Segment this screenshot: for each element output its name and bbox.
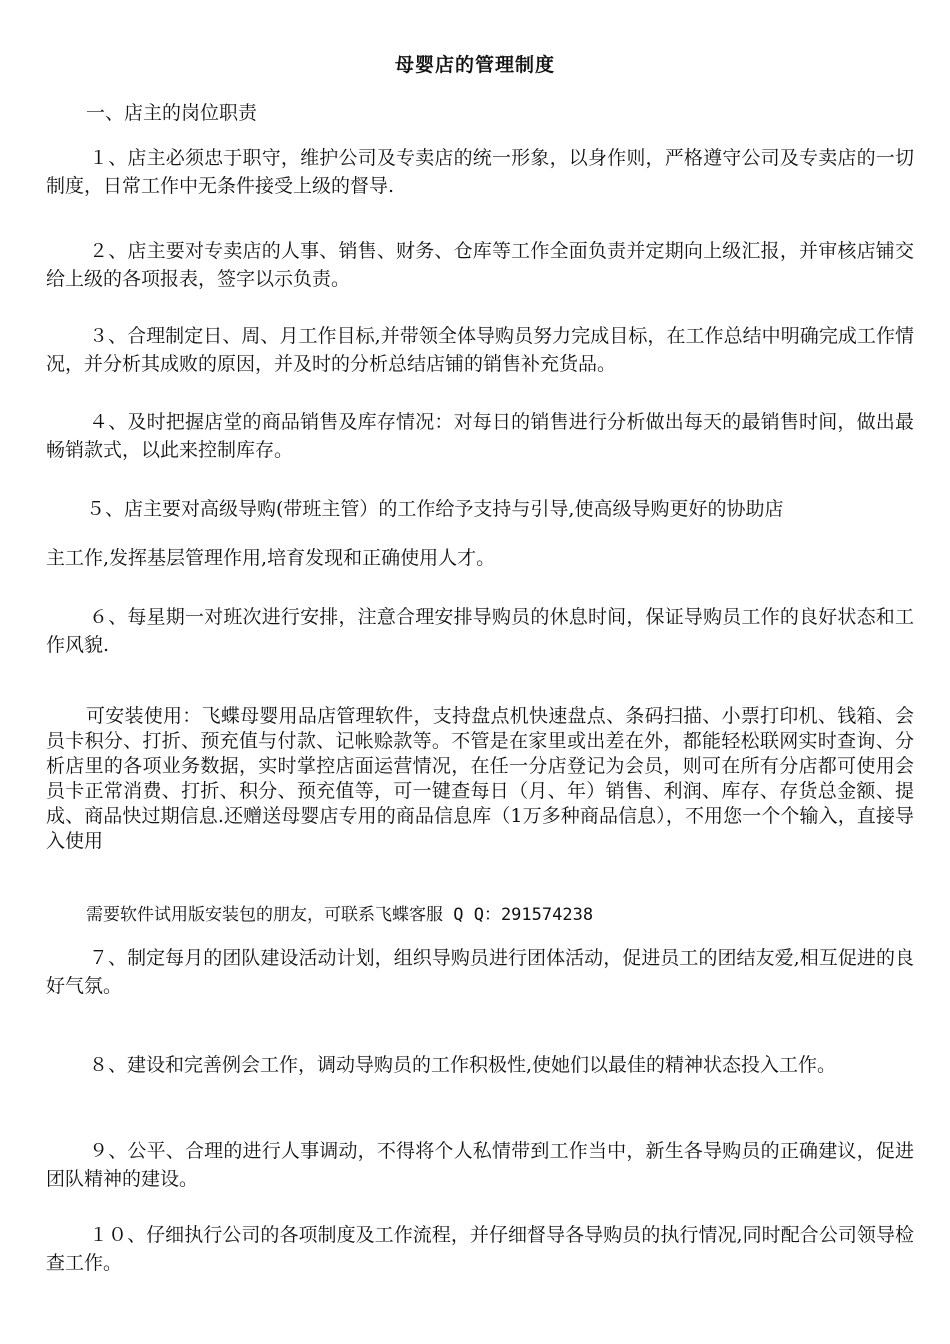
paragraph-10: １０、仔细执行公司的各项制度及工作流程，并仔细督导各导购员的执行情况,同时配合公司领导检查工作。 [46,1224,914,1274]
section-heading: 一、店主的岗位职责 [86,102,258,124]
paragraph-3: ３、合理制定日、周、月工作目标,并带领全体导购员努力完成目标，在工作总结中明确完成工作情况，并分析其成败的原因，并及时的分析总结店铺的销售补充货品。 [46,325,914,375]
paragraph-5-line-1: ５、店主要对高级导购(带班主管）的工作给予支持与引导,使高级导购更好的协助店 [86,498,784,520]
paragraph-9: ９、公平、合理的进行人事调动，不得将个人私情带到工作当中，新生各导购员的正确建议，促进团队精神的建设。 [46,1140,914,1190]
paragraph-1: １、店主必须忠于职守，维护公司及专卖店的统一形象，以身作则，严格遵守公司及专卖店的一切制度，日常工作中无条件接受上级的督导. [46,147,914,197]
paragraph-5-line-2: 主工作,发挥基层管理作用,培育发现和正确使用人才。 [46,547,496,569]
software-promo-paragraph: 可安装使用：飞蝶母婴用品店管理软件，支持盘点机快速盘点、条码扫描、小票打印机、钱箱、会员卡积分、打折、预充值与付款、记帐赊款等。不管是在家里或出差在外，都能轻松联网实时查询、分析店里的各项业务数据，实时掌控店面运营情况，在任一分店登记为会员，则可在所有分店都可使用会员卡正常消费、打折、积分、预充值等，可一键查每日（月、年）销售、利润、库存、存货总金额、提成、商品快过期信息.还赠送母婴店专用的商品信息库（1万多种商品信息），不用您一个个输入，直接导入使用 [46,705,914,852]
document-title: 母婴店的管理制度 [394,54,555,76]
paragraph-8: ８、建设和完善例会工作，调动导购员的工作积极性,使她们以最佳的精神状态投入工作。 [89,1054,837,1076]
contact-line: 需要软件试用版安装包的朋友，可联系飞蝶客服 Q Q：291574238 [86,905,594,925]
paragraph-2: ２、店主要对专卖店的人事、销售、财务、仓库等工作全面负责并定期向上级汇报，并审核店铺交给上级的各项报表，签字以示负责。 [46,240,914,290]
paragraph-6: ６、每星期一对班次进行安排，注意合理安排导购员的休息时间，保证导购员工作的良好状态和工作风貌. [46,606,914,656]
paragraph-7: ７、制定每月的团队建设活动计划，组织导购员进行团体活动，促进员工的团结友爱,相互促进的良好气氛。 [46,947,914,997]
paragraph-4: ４、及时把握店堂的商品销售及库存情况：对每日的销售进行分析做出每天的最销售时间，做出最畅销款式，以此来控制库存。 [46,411,914,461]
